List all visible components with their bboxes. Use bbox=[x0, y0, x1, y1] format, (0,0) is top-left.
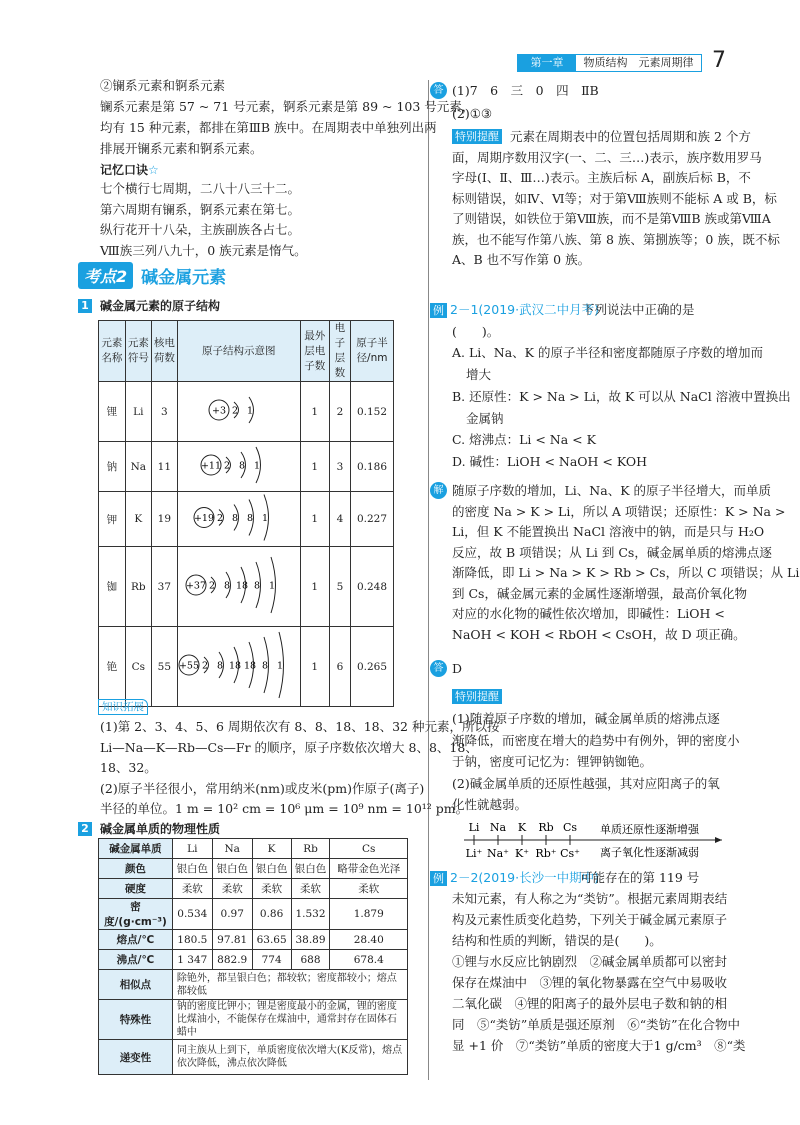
text-line: 的密度 Na > K > Li，所以 A 项错误；还原性：K > Na > bbox=[452, 503, 786, 519]
table-cell: 柔软 bbox=[330, 879, 408, 899]
table-cell: 钠的密度比钾小；锂是密度最小的金属，锂的密度比煤油小，不能保存在煤油中，通常封存在固体石蜡中 bbox=[172, 1000, 407, 1040]
table-header-cell: Na bbox=[212, 839, 252, 859]
example-badge: 例 bbox=[430, 303, 447, 318]
text-line: 随原子序数的增加，Li、Na、K 的原子半径增大，而单质 bbox=[452, 483, 772, 498]
shell-electron-count: 8 bbox=[246, 513, 253, 524]
text-line: (1)第 2、3、4、5、6 周期依次有 8、8、18、18、32 种元素，所以按 bbox=[100, 719, 500, 734]
table-cell: 28.40 bbox=[330, 930, 408, 950]
table-row bbox=[99, 970, 408, 1000]
trend-ion: Rb⁺ bbox=[535, 847, 557, 860]
text-line: 可能存在的第 119 号 bbox=[580, 870, 700, 885]
section-2-heading bbox=[78, 820, 220, 837]
table-header-cell: 元素符号 bbox=[125, 321, 151, 382]
page-number: 7 bbox=[712, 48, 726, 73]
row-header: 熔点/℃ bbox=[99, 930, 173, 950]
table-header-cell: 碱金属单质 bbox=[99, 839, 173, 859]
text-line: 渐降低，即 Li > Na > K > Rb > Cs，所以 C 项错误；从 Li bbox=[452, 565, 800, 580]
text-line: NaOH < KOH < RbOH < CsOH，故 D 项正确。 bbox=[452, 626, 746, 642]
shell-electron-count: 8 bbox=[216, 660, 223, 672]
row-header: 颜色 bbox=[99, 859, 173, 879]
table-row bbox=[99, 492, 394, 547]
cell-layers: 3 bbox=[329, 442, 350, 492]
atom-structure-diagram bbox=[200, 443, 277, 487]
table-header-cell: 元素名称 bbox=[99, 321, 126, 382]
table-cell: 0.534 bbox=[172, 899, 212, 930]
text-line: 排展开镧系元素和锕系元素。 bbox=[100, 141, 263, 156]
physical-properties-table bbox=[98, 838, 408, 1075]
trend-element: Na bbox=[489, 821, 507, 834]
chapter-title: 物质结构 元素周期律 bbox=[583, 56, 694, 69]
cell-radius: 0.227 bbox=[351, 492, 394, 547]
text-line: 镧系元素是第 57 ~ 71 号元素，锕系元素是第 89 ~ 103 号元素， bbox=[100, 99, 475, 114]
text-line: 同 ⑤“类钫”单质是强还原剂 ⑥“类钫”在化合物中 bbox=[452, 1017, 741, 1032]
shell-electron-count: 8 bbox=[224, 580, 231, 592]
table-row bbox=[99, 950, 408, 970]
cell-charge: 3 bbox=[151, 382, 177, 442]
chapter-header bbox=[517, 54, 702, 72]
cell-outer: 1 bbox=[300, 547, 329, 627]
table-header-cell: Cs bbox=[330, 839, 408, 859]
table-header-cell: 最外层电子数 bbox=[300, 321, 329, 382]
table-cell: 银白色 bbox=[252, 859, 291, 879]
shell-electron-count: 8 bbox=[231, 513, 238, 524]
table-cell: 180.5 bbox=[172, 930, 212, 950]
cell-radius: 0.186 bbox=[351, 442, 394, 492]
text-line: 元素在周期表中的位置包括周期和族 2 个方 bbox=[510, 129, 751, 144]
trend-ion: Li⁺ bbox=[465, 847, 483, 860]
cell-charge: 11 bbox=[151, 442, 177, 492]
tip-1-label bbox=[452, 128, 505, 144]
nucleus-charge: +19 bbox=[193, 513, 214, 524]
section-number: 2 bbox=[78, 822, 92, 836]
table-cell: 同主族从上到下，单质密度依次增大(K反常)，熔点依次降低，沸点依次降低 bbox=[172, 1040, 407, 1075]
table-cell: 678.4 bbox=[330, 950, 408, 970]
arrow-head-icon bbox=[715, 837, 722, 843]
table-header-cell: K bbox=[252, 839, 291, 859]
shell-electron-count: 18 bbox=[228, 660, 241, 672]
text-line: 18、32。 bbox=[100, 760, 157, 775]
text-line: Li—Na—K—Rb—Cs—Fr 的顺序，原子序数依次增大 8、8、18、 bbox=[100, 739, 478, 755]
knowledge-extension-label: 知识拓展 bbox=[98, 699, 148, 715]
shell-electron-count: 2 bbox=[209, 580, 216, 592]
cell-symbol: Rb bbox=[125, 547, 151, 627]
table-cell: 774 bbox=[252, 950, 291, 970]
text-line: (2)①③ bbox=[452, 106, 493, 121]
table-cell: 银白色 bbox=[172, 859, 212, 879]
trend-ion: K⁺ bbox=[514, 847, 530, 860]
shell-electron-count: 1 bbox=[269, 580, 276, 592]
cell-symbol: K bbox=[125, 492, 151, 547]
mnemonic-title-text: 记忆口诀 bbox=[100, 163, 149, 177]
shell-electron-count: 2 bbox=[224, 460, 231, 472]
answer-icon: 答 bbox=[430, 82, 447, 99]
atom-diagram-cell bbox=[177, 627, 300, 707]
text-line: 构及元素性质变化趋势，下列关于碱金属元素原子 bbox=[452, 912, 728, 927]
text-line: 半径的单位。1 m = 10² cm = 10⁶ μm = 10⁹ nm = 10¹² pm。 bbox=[100, 801, 469, 816]
text-line: Ⅷ族三列八九十，0 族元素是惰气。 bbox=[100, 242, 307, 258]
atomic-structure-table bbox=[98, 320, 394, 707]
row-header: 相似点 bbox=[99, 970, 173, 1000]
cell-layers: 6 bbox=[329, 627, 350, 707]
section-title: 碱金属元素的原子结构 bbox=[100, 299, 221, 313]
table-row bbox=[99, 1040, 408, 1075]
text-line: A、B 也不写作第 0 族。 bbox=[452, 252, 591, 267]
cell-outer: 1 bbox=[300, 627, 329, 707]
text-line: D. 碱性：LiOH < NaOH < KOH bbox=[452, 453, 648, 469]
cell-outer: 1 bbox=[300, 382, 329, 442]
cell-name: 锂 bbox=[99, 382, 126, 442]
table-header-cell: 原子结构示意图 bbox=[177, 321, 300, 382]
text-line: 保存在煤油中 ③锂的氧化物暴露在空气中易吸收 bbox=[452, 975, 728, 990]
example-heading bbox=[430, 870, 599, 886]
text-line: 族，也不能写作第八族、第 8 族、第捌族等；0 族，既不标 bbox=[452, 231, 780, 247]
shell-electron-count: 8 bbox=[261, 660, 268, 672]
text-line: 结构和性质的判断，错误的是( )。 bbox=[452, 933, 662, 948]
cell-symbol: Na bbox=[125, 442, 151, 492]
table-cell: 柔软 bbox=[291, 879, 330, 899]
shell-electron-count: 1 bbox=[254, 460, 261, 472]
text-line: 下列说法中正确的是 bbox=[582, 302, 695, 317]
table-row bbox=[99, 1000, 408, 1040]
table-row bbox=[99, 879, 408, 899]
table-header-cell: Rb bbox=[291, 839, 330, 859]
text-line: 二氧化碳 ④锂的阳离子的最外层电子数和钠的相 bbox=[452, 996, 728, 1011]
cell-charge: 55 bbox=[151, 627, 177, 707]
trend-element: Li bbox=[468, 821, 480, 834]
text-line: B. 还原性：K > Na > Li，故 K 可以从 NaCl 溶液中置换出 bbox=[452, 388, 791, 404]
text-line: 均有 15 种元素，都排在第ⅢB 族中。在周期表中单独列出两 bbox=[100, 120, 437, 135]
table-cell: 1.532 bbox=[291, 899, 330, 930]
kaodian-title: 碱金属元素 bbox=[141, 268, 227, 288]
table-cell: 1.879 bbox=[330, 899, 408, 930]
text-line: 第六周期有镧系，锕系元素在第七。 bbox=[100, 201, 301, 217]
mnemonic-title bbox=[100, 162, 159, 178]
cell-name: 铷 bbox=[99, 547, 126, 627]
cell-radius: 0.248 bbox=[351, 547, 394, 627]
shell-electron-count: 18 bbox=[236, 580, 249, 592]
example-source: 2－1(2019·武汉二中月考) bbox=[450, 302, 599, 317]
cell-charge: 19 bbox=[151, 492, 177, 547]
text-line: 增大 bbox=[466, 367, 492, 383]
table-cell: 略带金色光泽 bbox=[330, 859, 408, 879]
text-line: 到 Cs，碱金属元素的金属性逐渐增强，最高价氧化物 bbox=[452, 585, 747, 601]
cell-name: 铯 bbox=[99, 627, 126, 707]
section-title: 碱金属单质的物理性质 bbox=[100, 822, 221, 836]
text-line: A. Li、Na、K 的原子半径和密度都随原子序数的增加而 bbox=[452, 345, 763, 361]
text-line: 对应的水化物的碱性依次增加，即碱性：LiOH < bbox=[452, 606, 725, 621]
table-cell: 柔软 bbox=[172, 879, 212, 899]
kaodian-badge: 考点2 bbox=[78, 262, 133, 289]
trend-element: Cs bbox=[562, 821, 578, 834]
cell-outer: 1 bbox=[300, 492, 329, 547]
table-header-cell: Li bbox=[172, 839, 212, 859]
text-line: (1)7 6 三 0 四 ⅡB bbox=[452, 83, 599, 98]
table-cell: 柔软 bbox=[212, 879, 252, 899]
nucleus-charge: +11 bbox=[201, 460, 222, 472]
trend-element: Rb bbox=[538, 821, 554, 834]
text-line: 标则错误，如Ⅳ、Ⅵ等；对于第Ⅷ族则不能标 A 或 B，标 bbox=[452, 190, 777, 206]
table-cell: 银白色 bbox=[212, 859, 252, 879]
table-cell: 除铯外，都呈银白色；都较软；密度都较小；熔点都较低 bbox=[172, 970, 407, 1000]
table-row bbox=[99, 627, 394, 707]
answer-icon: 答 bbox=[430, 660, 447, 677]
text-line: 未知元素，有人称之为“类钫”。根据元素周期表结 bbox=[452, 891, 728, 906]
cell-outer: 1 bbox=[300, 442, 329, 492]
atom-structure-diagram bbox=[208, 383, 270, 437]
text-line: 于钠，密度可记忆为：锂钾钠铷铯。 bbox=[452, 754, 653, 769]
cell-layers: 4 bbox=[329, 492, 350, 547]
shell-electron-count: 8 bbox=[239, 460, 246, 472]
row-header: 递变性 bbox=[99, 1040, 173, 1075]
cell-name: 钾 bbox=[99, 492, 126, 547]
row-header: 密度/(g·cm⁻³) bbox=[99, 899, 173, 930]
section-number: 1 bbox=[78, 299, 92, 313]
shell-electron-count: 2 bbox=[216, 513, 223, 524]
table-cell: 0.97 bbox=[212, 899, 252, 930]
shell-electron-count: 1 bbox=[246, 405, 253, 417]
tip-badge: 特别提醒 bbox=[452, 129, 502, 144]
text-line: C. 熔沸点：Li < Na < K bbox=[452, 432, 596, 448]
table-row bbox=[99, 859, 408, 879]
tip-badge: 特别提醒 bbox=[452, 689, 502, 704]
cell-symbol: Cs bbox=[125, 627, 151, 707]
table-cell: 688 bbox=[291, 950, 330, 970]
table-row bbox=[99, 442, 394, 492]
text-line: (1)随着原子序数的增加，碱金属单质的熔沸点逐 bbox=[452, 711, 720, 726]
text-line: 金属钠 bbox=[466, 410, 504, 426]
shell-electron-count: 8 bbox=[254, 580, 261, 592]
table-cell: 882.9 bbox=[212, 950, 252, 970]
cell-layers: 5 bbox=[329, 547, 350, 627]
table-cell: 0.86 bbox=[252, 899, 291, 930]
chapter-label: 第一章 bbox=[518, 55, 576, 71]
table-cell: 63.65 bbox=[252, 930, 291, 950]
atom-diagram-cell bbox=[177, 442, 300, 492]
atom-diagram-cell bbox=[177, 547, 300, 627]
example-source: 2－2(2019·长沙一中期中) bbox=[450, 870, 599, 885]
text-line: 渐降低，而密度在增大的趋势中有例外，钾的密度小 bbox=[452, 732, 740, 748]
text-line: ①锂与水反应比钠剧烈 ②碱金属单质都可以密封 bbox=[452, 954, 728, 969]
text-line: Li，但 K 不能置换出 NaCl 溶液中的钠，而是只与 H₂O bbox=[452, 524, 765, 539]
table-header-cell: 电子层数 bbox=[329, 321, 350, 382]
table-header-cell: 核电荷数 bbox=[151, 321, 177, 382]
atom-structure-diagram bbox=[178, 628, 300, 702]
atom-diagram-cell bbox=[177, 382, 300, 442]
trend-label-top: 单质还原性逐渐增强 bbox=[600, 823, 699, 836]
cell-layers: 2 bbox=[329, 382, 350, 442]
row-header: 硬度 bbox=[99, 879, 173, 899]
example-badge: 例 bbox=[430, 871, 447, 886]
shell-electron-count: 18 bbox=[243, 660, 256, 672]
cell-radius: 0.265 bbox=[351, 627, 394, 707]
text-line: 反应，故 B 项错误；从 Li 到 Cs，碱金属单质的熔沸点逐 bbox=[452, 544, 772, 560]
star-icon: ☆ bbox=[148, 163, 159, 177]
section-1-heading bbox=[78, 297, 220, 314]
text-line: (2)原子半径很小，常用纳米(nm)或皮米(pm)作原子(离子) bbox=[100, 780, 425, 796]
shell-electron-count: 1 bbox=[276, 660, 283, 672]
example-heading bbox=[430, 302, 599, 318]
solution-icon: 解 bbox=[430, 482, 447, 499]
column-divider bbox=[428, 80, 429, 1080]
cell-radius: 0.152 bbox=[351, 382, 394, 442]
trend-label-bottom: 离子氧化性逐渐减弱 bbox=[600, 846, 699, 859]
table-row bbox=[99, 382, 394, 442]
text-line: 字母(Ⅰ、Ⅱ、Ⅲ…)表示。主族后标 A，副族后标 B，不 bbox=[452, 170, 751, 185]
text-line: ②镧系元素和锕系元素 bbox=[100, 78, 226, 93]
shell-electron-count: 2 bbox=[201, 660, 208, 672]
cell-symbol: Li bbox=[125, 382, 151, 442]
shell-electron-count: 1 bbox=[261, 513, 268, 524]
answer-2: D bbox=[452, 661, 463, 676]
atom-structure-diagram bbox=[185, 548, 292, 622]
trend-ion: Cs⁺ bbox=[560, 847, 580, 860]
table-cell: 银白色 bbox=[291, 859, 330, 879]
text-line: 化性就越弱。 bbox=[452, 797, 528, 812]
table-cell: 38.89 bbox=[291, 930, 330, 950]
text-line: 了则错误，如铁位于第Ⅷ族，而不是第ⅧB 族或第ⅧA bbox=[452, 211, 771, 226]
nucleus-charge: +37 bbox=[186, 580, 207, 592]
kaodian-heading bbox=[78, 262, 226, 289]
text-line: 七个横行七周期，二八十八三十二。 bbox=[100, 181, 301, 196]
text-line: 纵行花开十八朵，主族副族各占七。 bbox=[100, 222, 301, 237]
trend-ion: Na⁺ bbox=[487, 847, 509, 860]
table-header-cell: 原子半径/nm bbox=[351, 321, 394, 382]
nucleus-charge: +55 bbox=[178, 660, 199, 672]
text-line: ( )。 bbox=[452, 323, 500, 339]
tip-2-label bbox=[452, 688, 505, 704]
table-row bbox=[99, 930, 408, 950]
trend-element: K bbox=[517, 821, 527, 834]
row-header: 沸点/℃ bbox=[99, 950, 173, 970]
cell-charge: 37 bbox=[151, 547, 177, 627]
nucleus-charge: +3 bbox=[211, 405, 226, 417]
shell-electron-count: 2 bbox=[231, 405, 238, 417]
text-line: 面，周期序数用汉字(一、二、三…)表示，族序数用罗马 bbox=[452, 149, 762, 165]
cell-name: 钠 bbox=[99, 442, 126, 492]
row-header: 特殊性 bbox=[99, 1000, 173, 1040]
text-line: 显 +1 价 ⑦“类钫”单质的密度大于1 g/cm³ ⑧“类 bbox=[452, 1038, 746, 1053]
table-cell: 1 347 bbox=[172, 950, 212, 970]
text-line: (2)碱金属单质的还原性越强，其对应阳离子的氧 bbox=[452, 775, 720, 791]
atom-diagram-cell bbox=[177, 492, 300, 547]
trend-diagram bbox=[460, 818, 730, 862]
table-cell: 97.81 bbox=[212, 930, 252, 950]
table-header-row bbox=[99, 839, 408, 859]
table-cell: 柔软 bbox=[252, 879, 291, 899]
atom-structure-diagram bbox=[193, 493, 285, 542]
table-row bbox=[99, 547, 394, 627]
table-row bbox=[99, 899, 408, 930]
